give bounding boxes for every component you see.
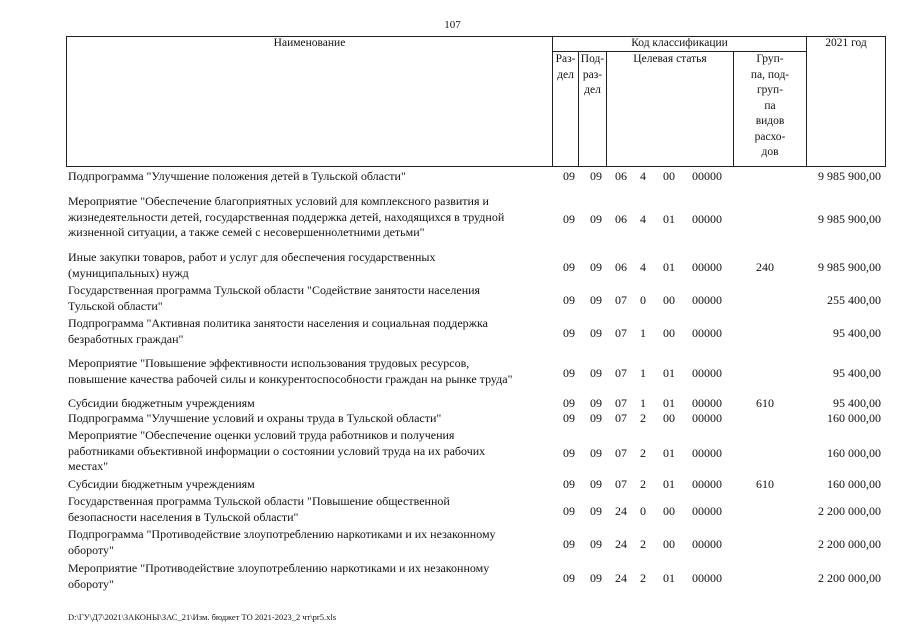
header-expense-group: Груп- па, под- груп- па видов расхо- дов <box>750 53 790 158</box>
row-event: 00 <box>663 169 675 183</box>
row-name: Мероприятие "Обеспечение благоприятных условий для комплексного развития и жизнедеятельности детей, государственная поддержка детей, находящихся в трудной жизненной ситуации, а также семей с несовершеннолетними детьми" <box>68 194 505 239</box>
row-razdel: 09 <box>563 570 575 585</box>
row-direction: 00000 <box>692 503 722 518</box>
row-podrazdel: 09 <box>590 169 602 183</box>
row-razdel: 09 <box>563 259 575 274</box>
row-name: Государственная программа Тульской области "Повышение общественной безопасности населения в Тульской области" <box>68 494 450 524</box>
row-direction: 00000 <box>692 292 722 307</box>
row-amount: 95 400,00 <box>833 325 881 340</box>
row-name: Подпрограмма "Улучшение условий и охраны труда в Тульской области" <box>68 411 442 425</box>
row-program: 07 <box>615 325 627 340</box>
row-subprogram: 2 <box>640 445 646 460</box>
row-program: 06 <box>615 169 627 183</box>
row-podrazdel: 09 <box>590 445 602 460</box>
row-amount: 160 000,00 <box>827 445 881 460</box>
row-razdel: 09 <box>563 325 575 340</box>
row-razdel: 09 <box>563 396 575 410</box>
row-name: Мероприятие "Обеспечение оценки условий труда работников и получения работниками объективной информации о состоянии условий труда на их рабочих местах" <box>68 428 486 473</box>
row-program: 24 <box>615 570 627 585</box>
row-direction: 00000 <box>692 365 722 380</box>
row-event: 00 <box>663 503 675 518</box>
row-program: 07 <box>615 445 627 460</box>
row-event: 01 <box>663 445 675 460</box>
row-razdel: 09 <box>563 411 575 425</box>
row-razdel: 09 <box>563 503 575 518</box>
row-podrazdel: 09 <box>590 536 602 551</box>
page-number: 107 <box>444 19 461 31</box>
row-razdel: 09 <box>563 445 575 460</box>
row-podrazdel: 09 <box>590 411 602 425</box>
row-expense-type: 240 <box>756 259 774 274</box>
row-subprogram: 2 <box>640 477 646 491</box>
row-program: 07 <box>615 396 627 410</box>
row-event: 01 <box>663 570 675 585</box>
row-name: Подпрограмма "Активная политика занятости населения и социальная поддержка безработных граждан" <box>68 316 488 346</box>
row-podrazdel: 09 <box>590 259 602 274</box>
row-program: 07 <box>615 411 627 425</box>
row-direction: 00000 <box>692 536 722 551</box>
row-razdel: 09 <box>563 365 575 380</box>
row-podrazdel: 09 <box>590 211 602 226</box>
table-row <box>68 169 881 185</box>
row-event: 01 <box>663 211 675 226</box>
table-row <box>68 250 881 281</box>
row-event: 01 <box>663 396 675 410</box>
row-direction: 00000 <box>692 445 722 460</box>
row-amount: 9 985 900,00 <box>818 169 881 183</box>
table-header <box>66 36 886 167</box>
row-subprogram: 2 <box>640 411 646 425</box>
row-direction: 00000 <box>692 169 722 183</box>
table-row <box>68 283 881 314</box>
row-razdel: 09 <box>563 211 575 226</box>
row-name: Иные закупки товаров, работ и услуг для обеспечения государственных (муниципальных) нужд <box>68 250 436 280</box>
row-event: 01 <box>663 365 675 380</box>
row-expense-type: 610 <box>756 396 774 410</box>
row-program: 24 <box>615 536 627 551</box>
table-row <box>68 316 881 347</box>
row-program: 06 <box>615 259 627 274</box>
row-direction: 00000 <box>692 411 722 425</box>
row-program: 06 <box>615 211 627 226</box>
row-program: 07 <box>615 365 627 380</box>
row-event: 00 <box>663 411 675 425</box>
row-podrazdel: 09 <box>590 396 602 410</box>
row-subprogram: 4 <box>640 259 646 274</box>
row-event: 01 <box>663 259 675 274</box>
row-program: 07 <box>615 477 627 491</box>
table-row <box>68 356 881 387</box>
row-subprogram: 4 <box>640 169 646 183</box>
header-target-article: Целевая статья <box>633 53 707 65</box>
row-podrazdel: 09 <box>590 292 602 307</box>
row-program: 24 <box>615 503 627 518</box>
table-row <box>68 527 881 558</box>
row-subprogram: 4 <box>640 211 646 226</box>
row-event: 01 <box>663 477 675 491</box>
row-razdel: 09 <box>563 169 575 183</box>
row-name: Субсидии бюджетным учреждениям <box>68 477 255 491</box>
row-name: Подпрограмма "Противодействие злоупотреблению наркотиками и их незаконному обороту" <box>68 527 496 557</box>
table-row <box>68 561 881 592</box>
table-row <box>68 396 881 412</box>
row-podrazdel: 09 <box>590 325 602 340</box>
row-amount: 255 400,00 <box>827 292 881 307</box>
row-program: 07 <box>615 292 627 307</box>
header-name: Наименование <box>273 37 346 49</box>
row-expense-type: 610 <box>756 477 774 491</box>
header-podrazdel: Под- раз- дел <box>580 53 605 96</box>
header-razdel: Раз- дел <box>555 53 576 81</box>
row-event: 00 <box>663 536 675 551</box>
row-amount: 160 000,00 <box>827 477 881 491</box>
row-amount: 95 400,00 <box>833 365 881 380</box>
row-subprogram: 1 <box>640 396 646 410</box>
row-direction: 00000 <box>692 570 722 585</box>
row-amount: 2 200 000,00 <box>818 570 881 585</box>
row-direction: 00000 <box>692 396 722 410</box>
row-razdel: 09 <box>563 292 575 307</box>
row-podrazdel: 09 <box>590 503 602 518</box>
row-amount: 9 985 900,00 <box>818 259 881 274</box>
row-subprogram: 0 <box>640 292 646 307</box>
row-direction: 00000 <box>692 211 722 226</box>
row-amount: 160 000,00 <box>827 411 881 425</box>
header-code-classification: Код классификации <box>631 37 728 49</box>
row-name: Государственная программа Тульской области "Содействие занятости населения Тульской области" <box>68 283 481 313</box>
row-event: 00 <box>663 292 675 307</box>
table-row <box>68 494 881 525</box>
table-row <box>68 477 881 493</box>
row-podrazdel: 09 <box>590 570 602 585</box>
row-subprogram: 2 <box>640 536 646 551</box>
row-name: Мероприятие "Повышение эффективности использования трудовых ресурсов, повышение качества рабочей силы и конкурентоспособности граждан на рынке труда" <box>68 356 513 386</box>
row-amount: 2 200 000,00 <box>818 503 881 518</box>
row-amount: 95 400,00 <box>833 396 881 410</box>
row-name: Подпрограмма "Улучшение положения детей в Тульской области" <box>68 169 406 183</box>
header-year: 2021 год <box>825 37 867 49</box>
row-subprogram: 1 <box>640 365 646 380</box>
footer-file-path: D:\ГУ\Д7\2021\ЗАКОНЫ\ЗАС_21\Изм. бюджет ТО 2021-2023_2 чт\pr5.xls <box>68 612 337 622</box>
row-razdel: 09 <box>563 536 575 551</box>
row-podrazdel: 09 <box>590 477 602 491</box>
row-subprogram: 0 <box>640 503 646 518</box>
row-direction: 00000 <box>692 325 722 340</box>
row-direction: 00000 <box>692 477 722 491</box>
row-amount: 9 985 900,00 <box>818 211 881 226</box>
row-subprogram: 2 <box>640 570 646 585</box>
row-name: Субсидии бюджетным учреждениям <box>68 396 255 410</box>
row-amount: 2 200 000,00 <box>818 536 881 551</box>
row-name: Мероприятие "Противодействие злоупотреблению наркотиками и их незаконному обороту" <box>68 561 490 591</box>
row-direction: 00000 <box>692 259 722 274</box>
row-razdel: 09 <box>563 477 575 491</box>
row-podrazdel: 09 <box>590 365 602 380</box>
row-event: 00 <box>663 325 675 340</box>
table-row <box>68 194 881 241</box>
table-row <box>68 411 881 427</box>
table-row <box>68 428 881 475</box>
row-subprogram: 1 <box>640 325 646 340</box>
